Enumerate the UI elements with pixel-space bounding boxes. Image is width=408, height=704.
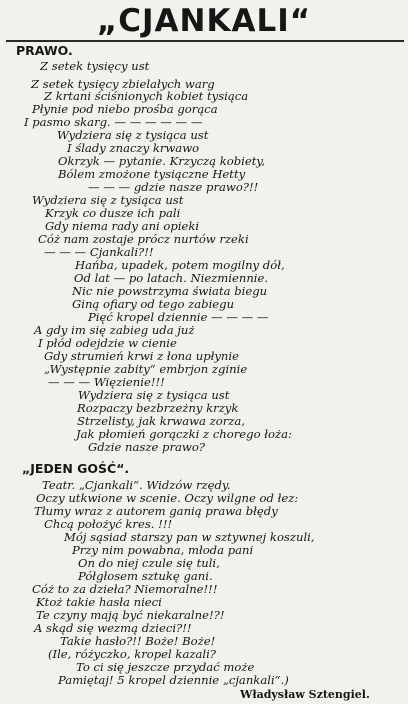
poem-line: Pięć kropel dziennie — — — — <box>88 310 269 324</box>
poem-line: Bólem zmożone tysiączne Hetty <box>58 167 246 181</box>
poem-line: Z setek tysięcy ust <box>40 59 150 73</box>
poem-line: Hańba, upadek, potem mogilny dół, <box>75 258 285 272</box>
poem-line: Gdy strumień krwi z łona upłynie <box>44 349 239 363</box>
section-heading-prawo: PRAWO. <box>16 43 73 58</box>
poem-line: Chcą położyć kres. !!! <box>44 517 173 531</box>
title-divider <box>6 40 404 42</box>
poem-line: — — — Cjankali?!! <box>44 245 154 259</box>
poem-line: Półgłosem sztukę gani. <box>78 569 213 583</box>
poem-line: On do niej czule się tuli, <box>78 556 220 570</box>
poem-line: Nic nie powstrzyma świata biegu <box>72 284 268 298</box>
poem-line: Giną ofiary od tego zabiegu <box>72 297 235 311</box>
poem-line: Wydziera się z tysiąca ust <box>32 193 184 207</box>
poem-line: Z krtani ściśnionych kobiet tysiąca <box>44 89 249 103</box>
poem-line: Teatr. „Cjankali“. Widzów rzędy. <box>42 478 231 492</box>
section-heading-jeden-gosc: „JEDEN GOŚĆ“. <box>22 461 130 476</box>
poem-line: Ktoż takie hasła nieci <box>36 595 162 609</box>
poem-line: A gdy im się zabieg uda już <box>34 323 195 337</box>
poem-line: Cóż to za dzieła? Niemoralne!!! <box>32 582 218 596</box>
poem-line: Wydziera się z tysiąca ust <box>57 128 209 142</box>
poem-line: I ślady znaczy krwawo <box>67 141 200 155</box>
poem-line: Gdy niema rady ani opieki <box>45 219 200 233</box>
author-signature: Władysław Sztengiel. <box>240 688 370 701</box>
poem-line: Te czyny mają być niekaralne!?! <box>36 608 225 622</box>
poem-line: I płód odejdzie w cienie <box>38 336 177 350</box>
poem-line: — — — Więzienie!!! <box>48 375 165 389</box>
poem-line: To ci się jeszcze przydać może <box>76 660 255 674</box>
poem-line: Cóż nam zostaje prócz nurtów rzeki <box>38 232 249 246</box>
poem-line: Rozpaczy bezbrzeżny krzyk <box>77 401 239 415</box>
poem-line: Pamiętaj! 5 kropel dziennie „cjankali“.) <box>58 673 289 687</box>
poem-line: A skąd się wezmą dzieci?!! <box>34 621 192 635</box>
poem-line: Mój sąsiad starszy pan w sztywnej koszuli, <box>64 530 315 544</box>
poem-line: Strzelisty, jak krwawa zorza, <box>77 414 245 428</box>
poem-line: Tłumy wraz z autorem ganią prawa błędy <box>34 504 278 518</box>
poem-title: „CJANKALI“ <box>96 3 312 39</box>
poem-line: Z setek tysięcy zbielałych warg <box>31 77 215 91</box>
poem-line: Oczy utkwione w scenie. Oczy wilgne od łez: <box>36 491 299 505</box>
poem-line: Od lat — po latach. Niezmiennie. <box>74 271 269 285</box>
poem-line: — — — gdzie nasze prawo?!! <box>88 180 259 194</box>
poem-line: Wydziera się z tysiąca ust <box>78 388 230 402</box>
poem-line: Jak płomień gorączki z chorego łoża: <box>76 427 292 441</box>
poem-line: (Ile, różyczko, kropel kazali? <box>48 647 217 661</box>
poem-line: Gdzie nasze prawo? <box>88 440 206 454</box>
poem-line: Takie hasło?!! Boże! Boże! <box>60 634 216 648</box>
poem-line: „Występnie zabity“ embrjon zginie <box>44 362 248 376</box>
poem-line: Płynie pod niebo prośba gorąca <box>32 102 218 116</box>
poem-line: Okrzyk — pytanie. Krzyczą kobiety, <box>58 154 266 168</box>
poem-line: I pasmo skarg. — — — — — — <box>24 115 203 129</box>
poem-line: Krzyk co dusze ich pali <box>45 206 181 220</box>
poem-line: Przy nim powabna, młoda pani <box>72 543 254 557</box>
